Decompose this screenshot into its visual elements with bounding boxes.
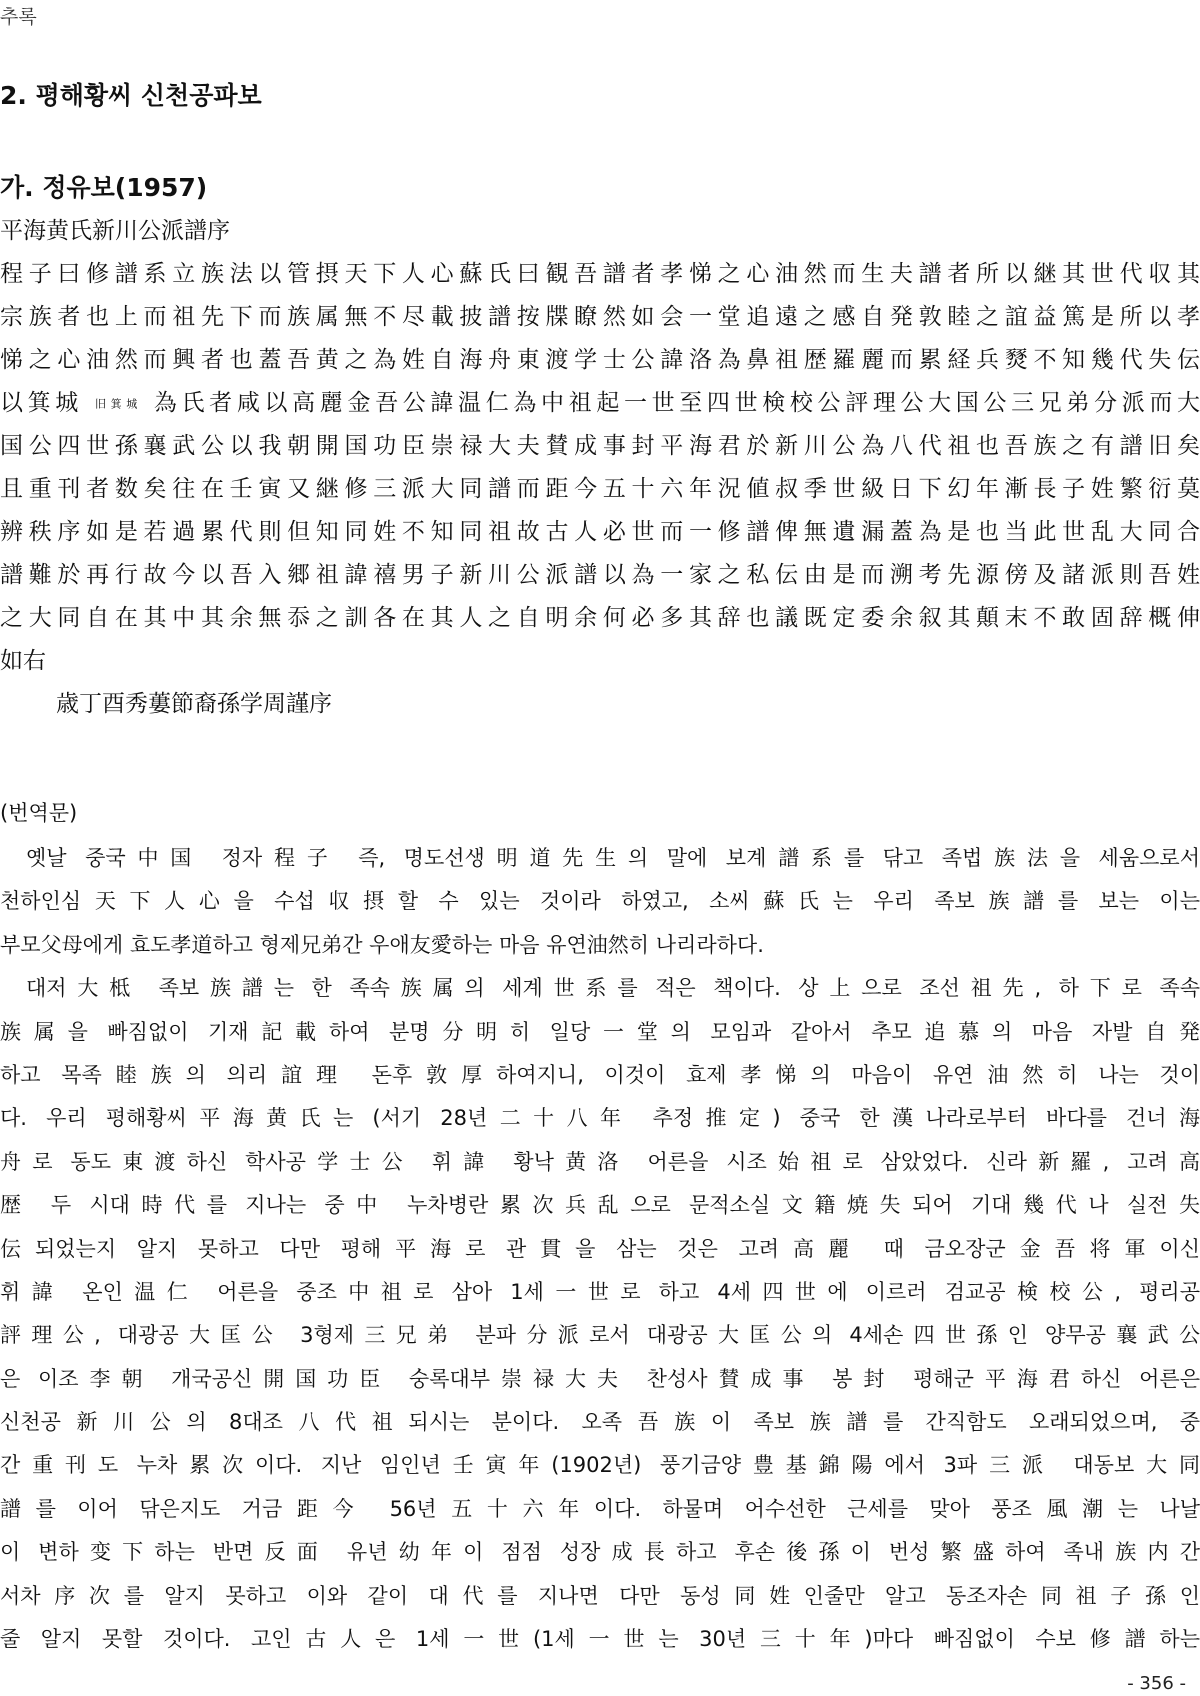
preface-line: 程子曰修譜系立族法以管摂天下人心蘇氏曰観吾譜者孝悌之心油然而生夫譜者所以継其世代収其 (0, 261, 1200, 287)
translation-line: 은 이조李朝 개국공신開国功臣 숭록대부崇禄大夫 찬성사賛成事 봉封 평해군平海君하신 어른은 (0, 1366, 1200, 1391)
preface-line: 譜難於再行故今以吾入郷祖諱禧男子新川公派譜以為一家之私伝由是而溯考先源傍及諸派則吾姓 (0, 562, 1200, 588)
preface-line: 辨秩序如是若過累代則但知同姓不知同祖故古人必世而一修譜俾無遺漏蓋為是也当此世乱大同合 (0, 519, 1200, 545)
preface-line-head: 以箕城 (0, 390, 83, 416)
translation-line: 간重刊도 누차累次이다. 지난 임인년壬寅年(1902년) 풍기금양豊基錦陽에서 3파三派 대동보大同 (0, 1453, 1200, 1478)
translation-line: 譜를 이어 닦은지도 거금距今 56년五十六年이다. 하물며 어수선한 근세를 맞아 풍조風潮는 나날 (0, 1496, 1200, 1521)
preface-line-last: 如右 (0, 648, 46, 674)
translation-line: 하고 목족睦族의 의리誼理 돈후敦厚하여지니, 이것이 효제孝悌의 마음이 유연油然히 나는 것이 (0, 1062, 1200, 1087)
preface-signature: 歳丁酉秀蔞節裔孫学周謹序 (56, 691, 332, 717)
translation-line: 族属을 빠짐없이 기재記載하여 분명分明히 일당一堂의 모임과 같아서 추모追慕의 마음 자발自発 (0, 1019, 1200, 1044)
preface-line: 国公四世孫襄武公以我朝開国功臣崇禄大夫賛成事封平海君於新川公為八代祖也吾族之有譜旧矣 (0, 433, 1200, 459)
preface-line: 宗族者也上而祖先下而族属無不尽載披譜按牒瞭然如会一堂追遠之感自発敦睦之誼益篤是所以孝 (0, 304, 1200, 330)
preface-title: 平海黄氏新川公派譜序 (0, 218, 230, 244)
translation-line: 부모父母에게 효도孝道하고 형제兄弟간 우애友愛하는 마음 유연油然히 나리라하다. (0, 932, 764, 957)
translation-line: 신천공新川公의 8대조八代祖되시는 분이다. 오족吾族이 족보族譜를 간직함도 오래되었으며, 중 (0, 1410, 1200, 1435)
translation-line: 서차序次를 알지 못하고 이와 같이 대代를 지나면 다만 동성同姓인줄만 알고 동조자손同祖子孫인 (0, 1583, 1200, 1608)
translation-label: (번역문) (0, 801, 78, 825)
inline-annotation: 箕城 (110, 397, 142, 411)
preface-line: 悌之心油然而興者也蓋吾黄之為姓自海舟東渡学士公諱洛為鼻祖歴羅麗而累経兵燹不知幾代失伝 (0, 347, 1200, 373)
translation-line: 歴 두 시대時代를 지나는 중中 누차병란累次兵乱으로 문적소실文籍焼失되어 기대幾代나 실전失 (0, 1193, 1200, 1218)
preface-line-with-annotation (0, 382, 1200, 425)
running-header: 추록 (0, 6, 37, 28)
translation-line: 評理公, 대광공大匡公 3형제三兄弟 분파分派로서 대광공大匡公의 4세손四世孫인 양무공襄武公 (0, 1323, 1200, 1348)
translation-line: 천하인심天下人心을 수섭収摂할 수 있는 것이라 하였고, 소씨蘇氏는 우리 족보族譜를 보는 이는 (0, 889, 1200, 914)
translation-line: 줄 알지 못할 것이다. 고인古人은 1세一世(1세一世는 30년三十年)마다 빠짐없이 수보修譜하는 (0, 1627, 1200, 1652)
translation-line: 옛날 중국中国 정자程子 즉, 명도선생明道先生의 말에 보계譜系를 닦고 족법族法을 세움으로서 (26, 846, 1200, 870)
korean-translation (0, 837, 1200, 1661)
section-title: 2. 평해황씨 신천공파보 (0, 81, 262, 110)
preface-line: 之大同自在其中其余無忝之訓各在其人之自明余何必多其辞也議既定委余叙其顛末不敢固辞概伸 (0, 605, 1200, 631)
translation-line: 다. 우리 평해황씨平海黄氏는 (서기 28년二十八年 추정推定) 중국 한漢나라로부터 바다를 건너海 (0, 1106, 1200, 1131)
translation-line: 대저大柢 족보族譜는 한 족속族属의 세계世系를 적은 책이다. 상上으로 조선祖先, 하下로 족속 (26, 976, 1200, 1001)
page-number: - 356 - (1127, 1673, 1186, 1694)
translation-line: 이 변하变下하는 반면反面 유년幼年이 점점 성장成長하고 후손後孫이 번성繁盛하여 족내族内간 (0, 1540, 1200, 1565)
preface-line-tail: 為氏者咸以高麗金吾公諱温仁為中祖起一世至四世検校公評理公大国公三兄弟分派而大 (153, 390, 1200, 416)
classical-chinese-preface (0, 210, 1200, 726)
translation-line: 舟로 동도東渡하신 학사공学士公 휘諱 황낙黄洛 어른을 시조始祖로 삼았었다. 신라新羅, 고려高 (0, 1149, 1200, 1174)
inline-annotation: 旧 (94, 397, 111, 411)
translation-line: 휘諱 온인温仁 어른을 중조中祖로 삼아 1세一世로 하고 4세四世에 이르러 검교공検校公, 평리공 (0, 1279, 1200, 1304)
translation-line: 伝되었는지 알지 못하고 다만 평해平海로 관貫을 삼는 것은 고려高麗 때 금오장군金吾将軍이신 (0, 1236, 1200, 1261)
subsection-title: 가. 정유보(1957) (0, 173, 208, 202)
preface-line: 且重刊者数矣往在壬寅又継修三派大同譜而距今五十六年況値叔季世級日下幻年漸長子姓繁衍莫 (0, 476, 1200, 502)
